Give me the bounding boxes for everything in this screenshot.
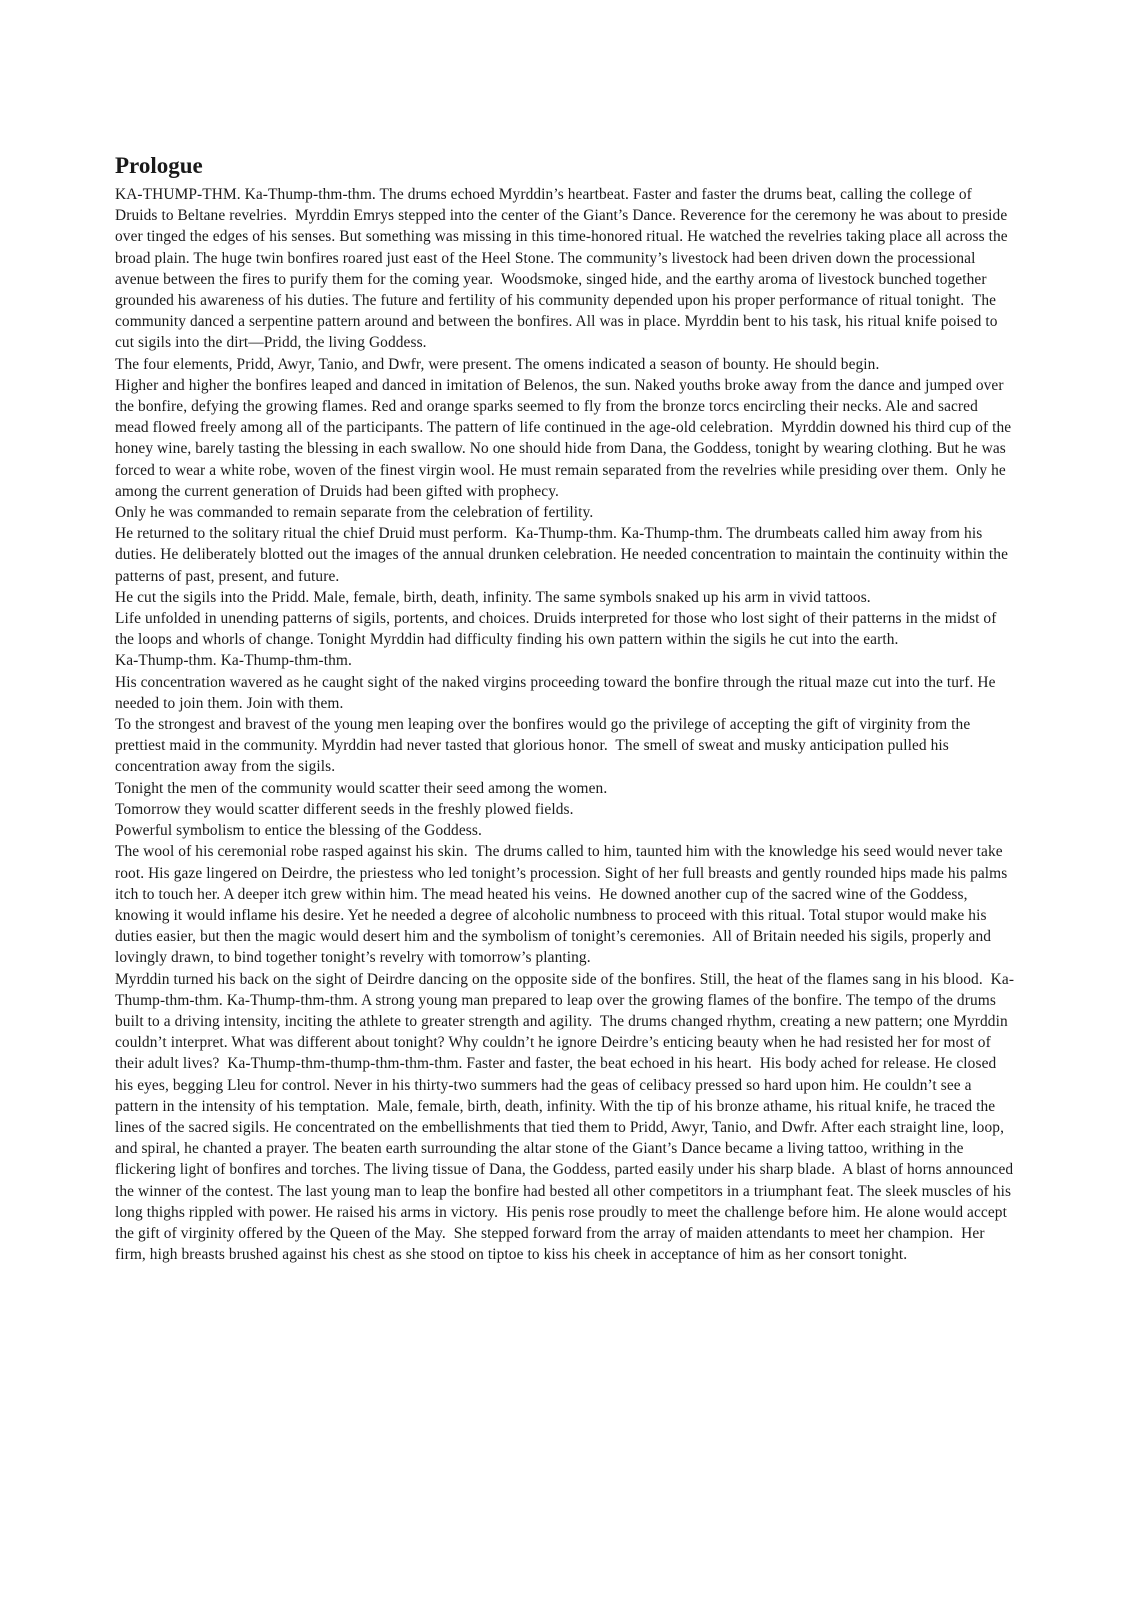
paragraph: He cut the sigils into the Pridd. Male, female, birth, death, infinity. The same symbols snaked up his arm in vivid tattoos. <box>115 588 871 606</box>
paragraph: Higher and higher the bonfires leaped and danced in imitation of Belenos, the sun. Naked youths broke away from the dance and jumped over the bonfire, defying the growing flames. Red and orange sparks seemed to fly from the bronze torcs encircling their necks. Ale and sacred mead flowed freely among all of the participants. The pattern of life continued in the age-old celebration. Myrddin downed his third cup of the honey wine, barely tasting the blessing in each swallow. No one should hide from Dana, the Goddess, tonight by wearing clothing. But he was forced to wear a white robe, woven of the finest virgin wool. He must remain separated from the revelries while presiding over them. Only he among the current generation of Druids had been gifted with prophecy. <box>115 376 1016 500</box>
paragraph: Tonight the men of the community would scatter their seed among the women. <box>115 779 608 797</box>
paragraph: Powerful symbolism to entice the blessing of the Goddess. <box>115 822 482 840</box>
page-title: Prologue <box>115 153 203 178</box>
paragraph: Only he was commanded to remain separate from the celebration of fertility. <box>115 504 594 522</box>
paragraph: Life unfolded in unending patterns of sigils, portents, and choices. Druids interpreted for those who lost sight of their patterns in the midst of the loops and whorls of change. Tonight Myrddin had difficulty finding his own pattern within the sigils he cut into the earth. <box>115 610 1001 649</box>
paragraph: The four elements, Pridd, Awyr, Tanio, and Dwfr, were present. The omens indicated a season of bounty. He should begin. <box>115 355 880 373</box>
paragraph: His concentration wavered as he caught sight of the naked virgins proceeding toward the bonfire through the ritual maze cut into the turf. He needed to join them. Join with them. <box>115 673 1000 712</box>
paragraph: KA-THUMP-THM. Ka-Thump-thm-thm. The drums echoed Myrddin’s heartbeat. Faster and faster the drums beat, calling the college of Druids to Beltane revelries. Myrddin Emrys stepped into the center of the Giant’s Dance. Reverence for the ceremony he was about to preside over tinged the edges of his senses. But something was missing in this time-honored ritual. He watched the revelries taking place all across the broad plain. The huge twin bonfires roared just east of the Heel Stone. The community’s livestock had been driven down the processional avenue between the fires to purify them for the coming year. Woodsmoke, singed hide, and the earthy aroma of livestock bunched together grounded his awareness of his duties. The future and fertility of his community depended upon his proper performance of ritual tonight. The community danced a serpentine pattern around and between the bonfires. All was in place. Myrddin bent to his task, his ritual knife poised to cut sigils into the dirt—Pridd, the living Goddess. <box>115 186 1012 352</box>
paragraph: Tomorrow they would scatter different seeds in the freshly plowed fields. <box>115 800 574 818</box>
document-page <box>115 150 1018 1265</box>
paragraph: He returned to the solitary ritual the chief Druid must perform. Ka-Thump-thm. Ka-Thump-thm. The drumbeats called him away from his duties. He deliberately blotted out the images of the annual drunken celebration. He needed concentration to maintain the continuity within the patterns of past, present, and future. <box>115 525 1012 585</box>
paragraph: Myrddin turned his back on the sight of Deirdre dancing on the opposite side of the bonfires. Still, the heat of the flames sang in his blood. Ka-Thump-thm-thm. Ka-Thump-thm-thm. A strong young man prepared to leap over the growing flames of the bonfire. The tempo of the drums built to a driving intensity, inciting the athlete to greater strength and agility. The drums changed rhythm, creating a new pattern; one Myrddin couldn’t interpret. What was different about tonight? Why couldn’t he ignore Deirdre’s enticing beauty when he had resisted her for most of their adult lives? Ka-Thump-thm-thump-thm-thm-thm. Faster and faster, the beat echoed in his heart. His body ached for release. He closed his eyes, begging Lleu for control. Never in his thirty-two summers had the geas of celibacy pressed so hard upon him. He couldn’t see a pattern in the intensity of his temptation. Male, female, birth, death, infinity. With the tip of his bronze athame, his ritual knife, he traced the lines of the sacred sigils. He concentrated on the embellishments that tied them to Pridd, Awyr, Tanio, and Dwfr. After each straight line, loop, and spiral, he chanted a prayer. The beaten earth surrounding the altar stone of the Giant’s Dance became a living tattoo, writhing in the flickering light of bonfires and torches. The living tissue of Dana, the Goddess, parted easily under his sharp blade. A blast of horns announced the winner of the contest. The last young man to leap the bonfire had bested all other competitors in a triumphant feat. The sleek muscles of his long thighs rippled with power. He raised his arms in victory. His penis rose proudly to meet the challenge before him. He alone would accept the gift of virginity offered by the Queen of the May. She stepped forward from the array of maiden attendants to meet her champion. Her firm, high breasts brushed against his chest as she stood on tiptoe to kiss his cheek in acceptance of him as her consort tonight. <box>115 970 1018 1264</box>
paragraph: Ka-Thump-thm. Ka-Thump-thm-thm. <box>115 652 352 670</box>
paragraph: The wool of his ceremonial robe rasped against his skin. The drums called to him, taunted him with the knowledge his seed would never take root. His gaze lingered on Deirdre, the priestess who led tonight’s procession. Sight of her full breasts and gently rounded hips made his palms itch to touch her. A deeper itch grew within him. The mead heated his veins. He downed another cup of the sacred wine of the Goddess, knowing it would inflame his desire. Yet he needed a degree of alcoholic numbness to proceed with this ritual. Total stupor would make his duties easier, but then the magic would desert him and the symbolism of tonight’s ceremonies. All of Britain needed his sigils, properly and lovingly drawn, to bind together tonight’s revelry with tomorrow’s planting. <box>115 843 1012 967</box>
body-text <box>115 184 1018 1265</box>
paragraph: To the strongest and bravest of the young men leaping over the bonfires would go the privilege of accepting the gift of virginity from the prettiest maid in the community. Myrddin had never tasted that glorious honor. The smell of sweat and musky anticipation pulled his concentration away from the sigils. <box>115 716 975 776</box>
